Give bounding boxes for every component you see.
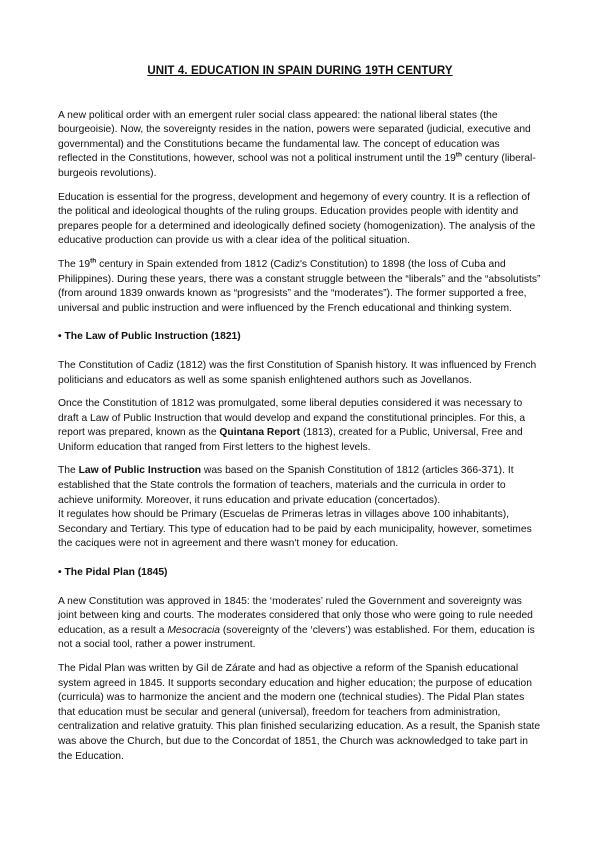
section-heading-pidal-plan (58, 566, 542, 581)
section1-paragraph-3-text-a: The (58, 465, 79, 477)
section2-paragraph-1-text-b: (sovereignty of the ‘clevers’) was established. For them, education is not a social tool, rather a power instrument. (58, 624, 535, 651)
page-title: UNIT 4. EDUCATION IN SPAIN DURING 19TH CENTURY (147, 65, 453, 77)
section2-paragraph-2: The Pidal Plan was written by Gil de Zárate and had as objective a reform of the Spanish educational system agreed in 1845. It supports secondary education and higher education; the purpose of education (curricula) was to harmonize the ancient and the modern one (technical studies). The Pidal Plan states that education must be secular and general (universal), freedom for teachers from administration, centralization and relative gratuity. This plan finished secularizing education. As a result, the Spanish state was above the Church, but due to the Concordat of 1851, the Church was acknowledged to take part in the Education. (58, 663, 541, 762)
intro-paragraph-1 (58, 109, 542, 182)
section1-paragraph-3 (58, 464, 542, 552)
intro-paragraph-2: Education is essential for the progress, development and hegemony of every country. It is a reflection of the political and ideological thoughts of the ruling groups. Education provides people with identity and prepares people for a determined and ideologically defined society (homogenization). The analysis of the educative production can provide us with a clear idea of the political situation. (58, 191, 536, 247)
section-heading-text: The Pidal Plan (1845) (64, 567, 168, 579)
mesocracia-italic: Mesocracia (167, 624, 220, 636)
intro-paragraph-1-text-b: century (liberal-burgeois revolutions). (58, 153, 536, 179)
section-heading-public-instruction (58, 330, 542, 345)
quintana-report-bold: Quintana Report (219, 427, 301, 439)
section1-paragraph-3-text-c: It regulates how should be Primary (Escuelas de Primeras letras in villages above 100 inhabitants), Secondary and Tertiary. This type of education had to be paid by each municipality, however, sometimes the caciques were not in agreement and there wasn't money for education. (58, 509, 532, 550)
intro-paragraph-3-text-a: The 19 (58, 258, 91, 270)
section1-paragraph-2-text-b: (1813), created for a Public, Universal, Free and Uniform education that ranged from First letters to the highest levels. (58, 427, 523, 453)
superscript-th: th (90, 257, 97, 265)
intro-paragraph-1-text-a: A new political order with an emergent ruler social class appeared: the national liberal states (the bourgeoisie). Now, the sovereignty resides in the nation, powers were separated (judicial, executive and governmental) and the Constitutions became the fundamental law. The concept of education was reflected in the Constitutions, however, school was not a political instrument until the 19 (58, 109, 531, 165)
superscript-th: th (455, 151, 462, 159)
intro-paragraph-3 (58, 258, 542, 316)
bullet-icon: • (58, 331, 62, 343)
bullet-icon: • (58, 567, 62, 579)
section1-paragraph-2 (58, 397, 542, 455)
section1-paragraph-2-text-a: Once the Constitution of 1812 was promulgated, some liberal deputies considered it was necessary to draft a Law of Public Instruction that would develop and expand the constitutional principles. For this, a report was prepared, known as the (58, 398, 526, 439)
section-heading-text: The Law of Public Instruction (1821) (64, 331, 241, 343)
section1-paragraph-3-text-b: was based on the Spanish Constitution of 1812 (articles 366-371). It established that the State controls the formation of teachers, materials and the curricula in order to achieve uniformity. Moreover, it runs education and private education (concertados). (58, 465, 514, 506)
law-public-instruction-bold: Law of Public Instruction (78, 465, 202, 477)
section1-paragraph-1: The Constitution of Cadiz (1812) was the first Constitution of Spanish history. It was influenced by French politicians and educators as well as some spanish enlightened authors such as Jovellanos. (58, 359, 537, 386)
section2-paragraph-1 (58, 595, 542, 653)
section2-paragraph-1-text-a: A new Constitution was approved in 1845: the ‘moderates’ ruled the Government and sovereignty was joint between king and courts. The moderates considered that only those who were going to rule needed education, as a result a (58, 595, 533, 636)
intro-paragraph-3-text-b: century in Spain extended from 1812 (Cadiz's Constitution) to 1898 (the loss of Cuba and Philippines). During these years, there was a constant struggle between the “liberals” and the “absolutists” (from around 1839 onwards known as “progresists” and the “moderates”). The former supported a free, universal and public instruction and were influenced by the French educational and thinking system. (58, 258, 541, 314)
